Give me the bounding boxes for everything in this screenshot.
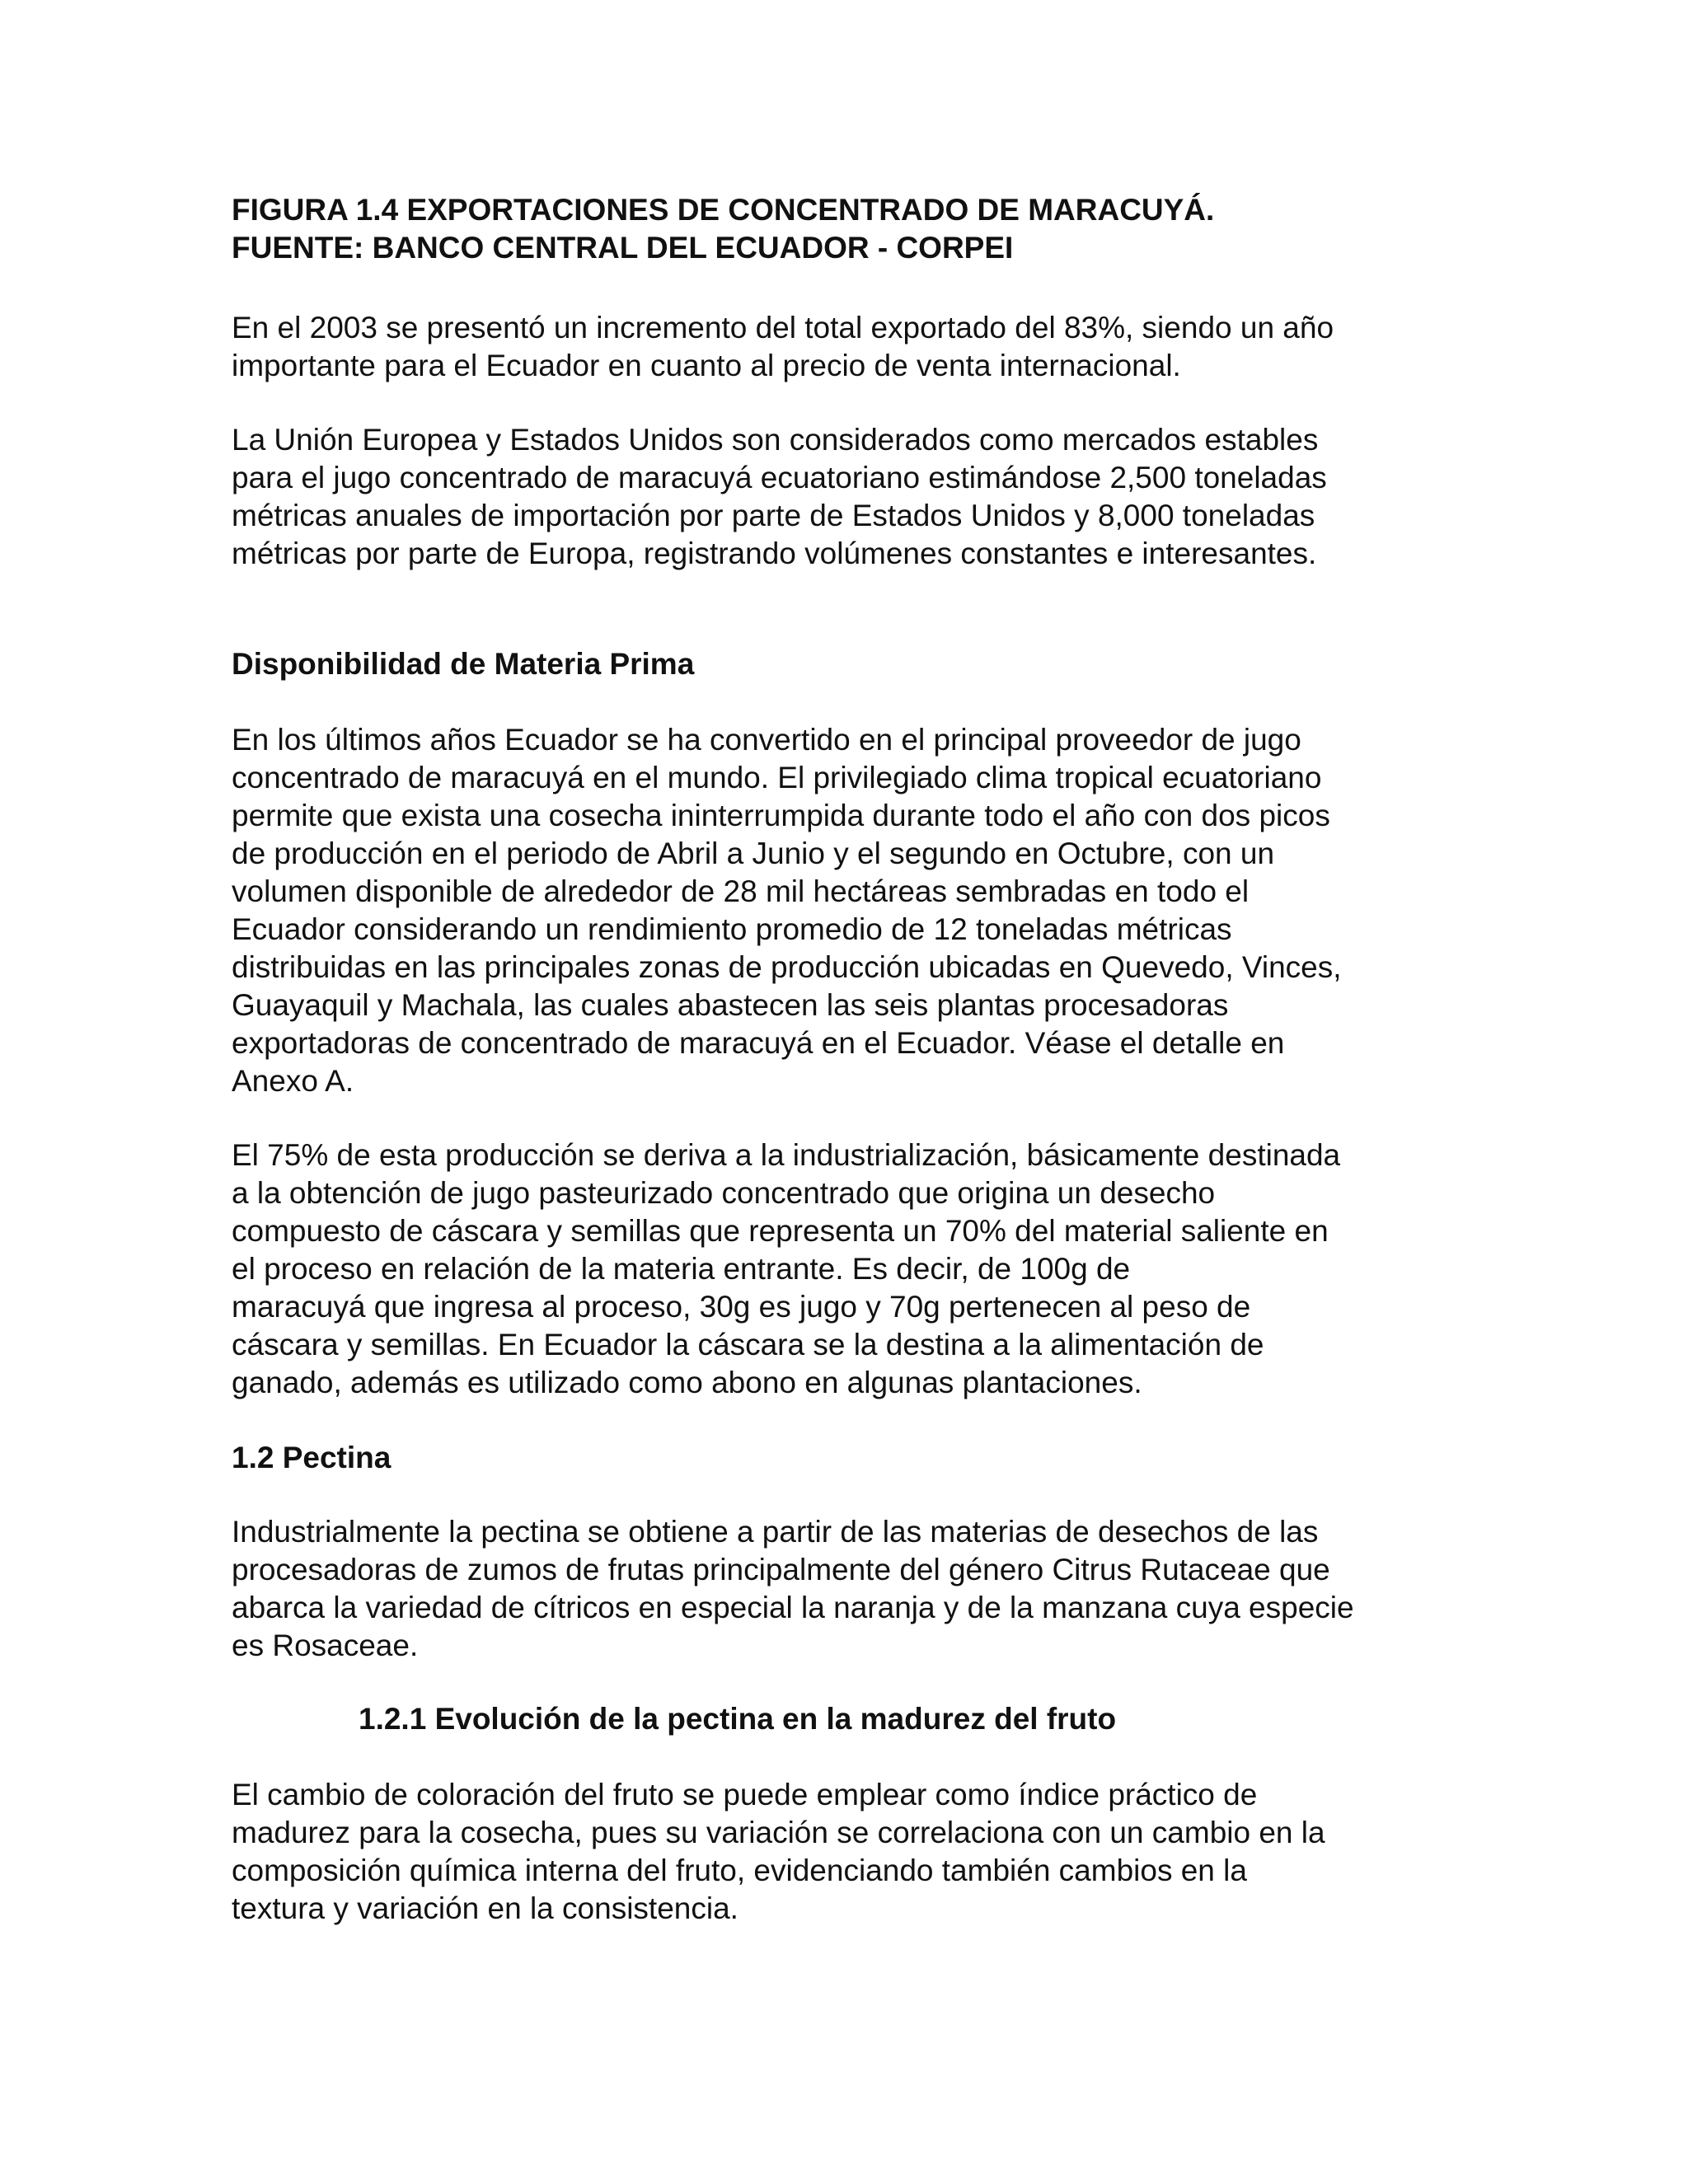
paragraph-line: procesadoras de zumos de frutas principalmente del género Citrus Rutaceae que xyxy=(232,1553,1330,1586)
paragraph-line: volumen disponible de alrededor de 28 mil hectáreas sembradas en todo el xyxy=(232,874,1250,908)
paragraph-line: El cambio de coloración del fruto se puede emplear como índice práctico de xyxy=(232,1778,1258,1811)
paragraph-supply xyxy=(232,721,1451,1100)
paragraph-line: concentrado de maracuyá en el mundo. El privilegiado clima tropical ecuatoriano xyxy=(232,761,1322,794)
paragraph-line: abarca la variedad de cítricos en especial la naranja y de la manzana cuya especie xyxy=(232,1591,1354,1624)
paragraph-line: permite que exista una cosecha ininterrumpida durante todo el año con dos picos xyxy=(232,799,1330,832)
paragraph-line: madurez para la cosecha, pues su variación se correlaciona con un cambio en la xyxy=(232,1816,1325,1849)
paragraph-line: Guayaquil y Machala, las cuales abastecen las seis plantas procesadoras xyxy=(232,988,1229,1022)
paragraph-line: En el 2003 se presentó un incremento del total exportado del 83%, siendo un año xyxy=(232,311,1334,344)
paragraph-export-increase xyxy=(232,309,1451,385)
paragraph-fruit-color xyxy=(232,1776,1451,1928)
paragraph-line: exportadoras de concentrado de maracuyá en el Ecuador. Véase el detalle en xyxy=(232,1026,1285,1060)
caption-line: FIGURA 1.4 EXPORTACIONES DE CONCENTRADO DE MARACUYÁ. xyxy=(232,193,1215,227)
paragraph-industrialization xyxy=(232,1137,1451,1402)
paragraph-line: Anexo A. xyxy=(232,1064,354,1098)
paragraph-line: métricas por parte de Europa, registrando volúmenes constantes e interesantes. xyxy=(232,537,1317,570)
paragraph-pectin-industrial xyxy=(232,1513,1451,1665)
section-heading: Disponibilidad de Materia Prima xyxy=(232,647,695,681)
paragraph-line: cáscara y semillas. En Ecuador la cáscara se la destina a la alimentación de xyxy=(232,1328,1264,1361)
paragraph-line: el proceso en relación de la materia entrante. Es decir, de 100g de xyxy=(232,1252,1131,1286)
paragraph-line: importante para el Ecuador en cuanto al precio de venta internacional. xyxy=(232,349,1181,382)
paragraph-line: La Unión Europea y Estados Unidos son considerados como mercados estables xyxy=(232,423,1319,457)
paragraph-line: Ecuador considerando un rendimiento promedio de 12 toneladas métricas xyxy=(232,912,1232,946)
paragraph-line: a la obtención de jugo pasteurizado concentrado que origina un desecho xyxy=(232,1176,1216,1210)
paragraph-line: de producción en el periodo de Abril a Junio y el segundo en Octubre, con un xyxy=(232,837,1275,870)
paragraph-line: es Rosaceae. xyxy=(232,1629,419,1662)
paragraph-line: ganado, además es utilizado como abono en algunas plantaciones. xyxy=(232,1366,1142,1399)
paragraph-line: textura y variación en la consistencia. xyxy=(232,1891,738,1925)
paragraph-line: compuesto de cáscara y semillas que representa un 70% del material saliente en xyxy=(232,1214,1329,1248)
figure-caption xyxy=(232,191,1451,267)
paragraph-line: El 75% de esta producción se deriva a la industrialización, básicamente destinada xyxy=(232,1138,1341,1172)
section-heading: 1.2 Pectina xyxy=(232,1441,392,1474)
paragraph-line: composición química interna del fruto, evidenciando también cambios en la xyxy=(232,1854,1247,1887)
paragraph-line: Industrialmente la pectina se obtiene a partir de las materias de desechos de las xyxy=(232,1515,1319,1549)
subsection-heading: 1.2.1 Evolución de la pectina en la madurez del fruto xyxy=(359,1702,1117,1736)
paragraph-markets xyxy=(232,421,1451,573)
paragraph-line: distribuidas en las principales zonas de producción ubicadas en Quevedo, Vinces, xyxy=(232,950,1342,984)
paragraph-line: En los últimos años Ecuador se ha convertido en el principal proveedor de jugo xyxy=(232,723,1301,757)
caption-line: FUENTE: BANCO CENTRAL DEL ECUADOR - CORPEI xyxy=(232,231,1014,265)
paragraph-line: métricas anuales de importación por parte de Estados Unidos y 8,000 toneladas xyxy=(232,499,1315,532)
paragraph-line: para el jugo concentrado de maracuyá ecuatoriano estimándose 2,500 toneladas xyxy=(232,461,1327,494)
paragraph-line: maracuyá que ingresa al proceso, 30g es jugo y 70g pertenecen al peso de xyxy=(232,1290,1251,1324)
